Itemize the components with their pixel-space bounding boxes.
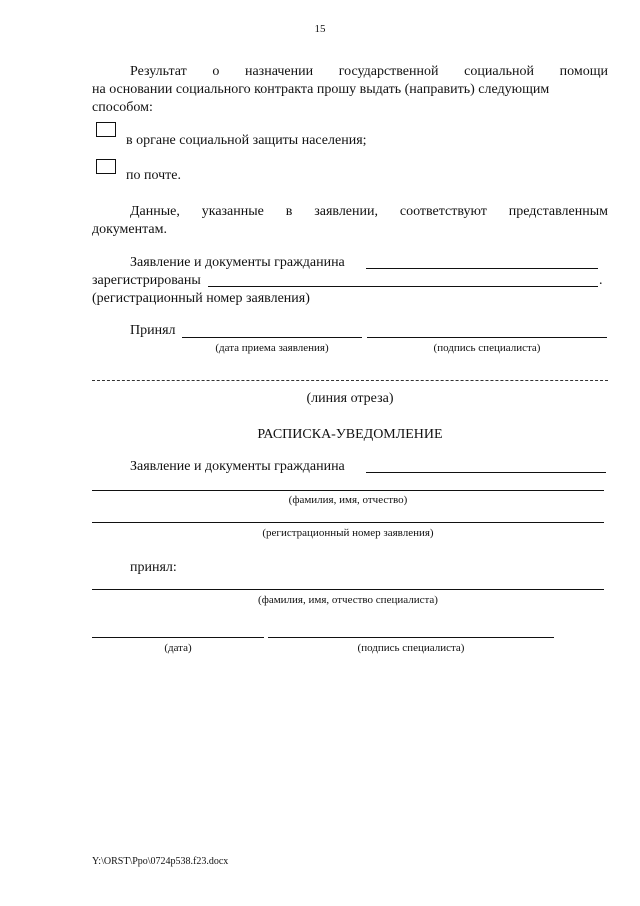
registration-number-field[interactable] — [208, 286, 598, 287]
receipt-signature-field[interactable] — [268, 637, 554, 638]
data-paragraph-line1: Данные, указанные в заявлении, соответствуют представленным — [130, 204, 608, 219]
registration-number-caption: (регистрационный номер заявления) — [92, 291, 310, 306]
cut-line — [92, 380, 608, 381]
acceptance-date-caption: (дата приема заявления) — [215, 342, 329, 354]
option-social-office-label: в органе социальной защиты населения; — [126, 133, 367, 148]
registration-docs-label: Заявление и документы гражданина — [130, 255, 345, 270]
option-by-mail-label: по почте. — [126, 168, 181, 183]
receipt-accepted-label: принял: — [130, 560, 177, 575]
receipt-specialist-caption: (фамилия, имя, отчество специалиста) — [258, 594, 438, 606]
receipt-date-caption: (дата) — [164, 642, 192, 654]
receipt-specialist-field[interactable] — [92, 589, 604, 590]
specialist-signature-caption: (подпись специалиста) — [433, 342, 541, 354]
result-paragraph-line1: Результат о назначении государственной социальной помощи — [130, 64, 608, 79]
data-paragraph-line2: документам. — [92, 222, 167, 237]
registered-suffix: . — [599, 273, 603, 288]
specialist-signature-field[interactable] — [367, 337, 607, 338]
receipt-signature-caption: (подпись специалиста) — [357, 642, 465, 654]
page-number: 15 — [314, 23, 326, 35]
citizen-name-field[interactable] — [366, 268, 598, 269]
checkbox-by-mail[interactable] — [96, 159, 116, 174]
receipt-regnum-field[interactable] — [92, 522, 604, 523]
checkbox-social-office[interactable] — [96, 122, 116, 137]
receipt-fio-field[interactable] — [92, 490, 604, 491]
result-paragraph-line3: способом: — [92, 100, 153, 115]
receipt-title: РАСПИСКА-УВЕДОМЛЕНИЕ — [257, 427, 443, 442]
receipt-regnum-caption: (регистрационный номер заявления) — [262, 527, 434, 539]
receipt-citizen-field[interactable] — [366, 472, 606, 473]
cut-line-caption: (линия отреза) — [306, 391, 394, 406]
receipt-date-field[interactable] — [92, 637, 264, 638]
footer-file-path: Y:\ORST\Ppo\0724p538.f23.docx — [92, 856, 229, 867]
receipt-docs-label: Заявление и документы гражданина — [130, 459, 345, 474]
result-paragraph-line2: на основании социального контракта прошу выдать (направить) следующим — [92, 82, 550, 97]
acceptance-date-field[interactable] — [182, 337, 362, 338]
accepted-label: Принял — [130, 323, 176, 338]
receipt-fio-caption: (фамилия, имя, отчество) — [288, 494, 408, 506]
registered-label: зарегистрированы — [92, 273, 201, 288]
